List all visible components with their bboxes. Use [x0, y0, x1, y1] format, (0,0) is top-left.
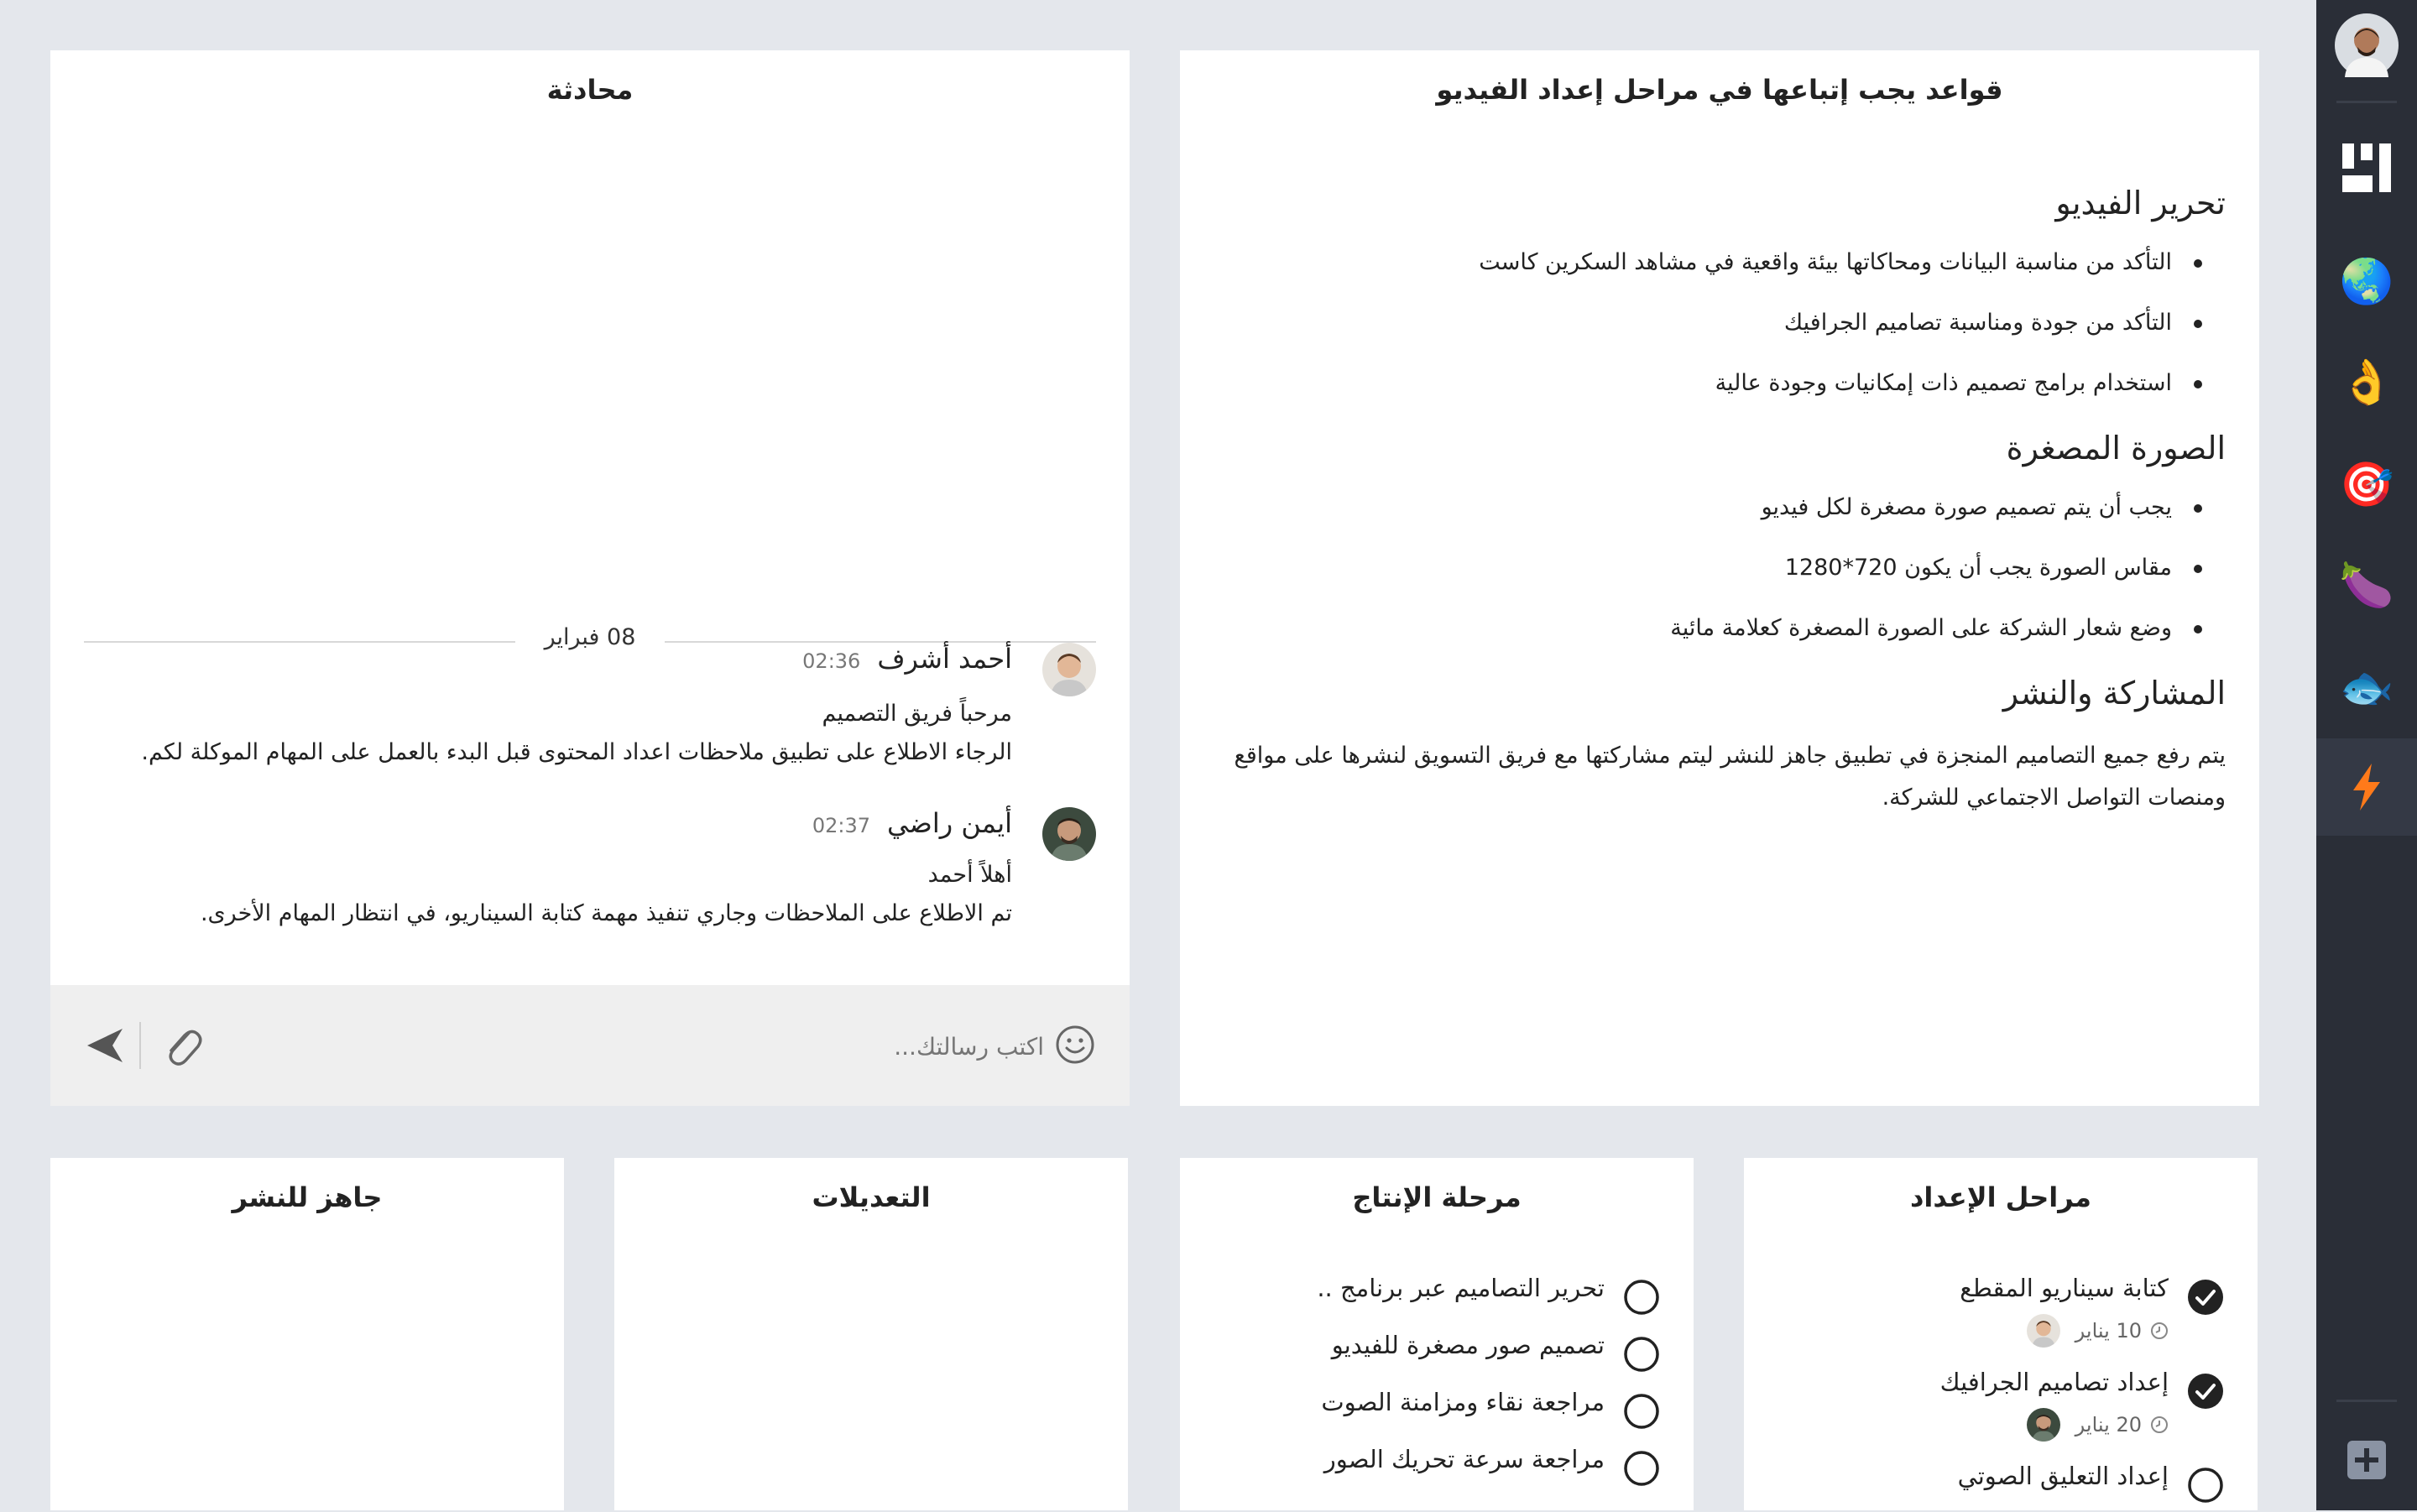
message-body: أهلاً أحمد تم الاطلاع على الملاحظات وجاري تنفيذ مهمة كتابة السيناريو، في انتظار المهام الأخرى. [200, 862, 1012, 926]
list-item: التأكد من جودة ومناسبة تصاميم الجرافيك [1214, 305, 2172, 341]
column-setup [1744, 1158, 2258, 1510]
avatar[interactable] [2027, 1314, 2060, 1348]
sidebar-divider [2336, 1400, 2397, 1402]
emoji-icon[interactable] [1054, 1024, 1096, 1066]
rules-content [1214, 185, 2226, 819]
task-label: كتابة سيناريو المقطع [1960, 1274, 2169, 1302]
chat-title: محادثة [546, 74, 634, 106]
section-heading-thumbnail: الصورة المصغرة [2006, 430, 2226, 467]
check-empty-icon[interactable] [2187, 1467, 2224, 1504]
column-title: مراحل الإعداد [1910, 1181, 2091, 1213]
ok-hand-icon[interactable]: 👌 [2339, 357, 2394, 408]
paperclip-icon[interactable] [161, 1022, 205, 1069]
chat-panel [50, 50, 1130, 1106]
avatar[interactable] [1042, 643, 1096, 696]
column-title: جاهز للنشر [232, 1181, 383, 1213]
message-time: 02:36 [802, 649, 861, 673]
send-icon[interactable] [84, 1025, 126, 1066]
check-empty-icon[interactable] [1623, 1279, 1660, 1316]
column-ready [50, 1158, 564, 1510]
check-empty-icon[interactable] [1623, 1393, 1660, 1430]
sender-name[interactable]: أحمد أشرف [877, 643, 1012, 675]
list-item: استخدام برامج تصميم ذات إمكانيات وجودة عالية [1214, 366, 2172, 401]
task-label: مراجعة نقاء ومزامنة الصوت [1321, 1388, 1605, 1416]
task-item[interactable] [1778, 1462, 2224, 1512]
globe-icon[interactable]: 🌏 [2339, 257, 2394, 307]
composer-divider [139, 1022, 141, 1069]
task-meta [2027, 1408, 2169, 1442]
task-label: تحرير التصاميم عبر برنامج .. [1317, 1274, 1605, 1302]
task-label: إعداد تصاميم الجرافيك [1939, 1368, 2169, 1396]
column-edits [614, 1158, 1128, 1510]
plus-icon [2347, 1441, 2386, 1479]
column-production [1180, 1158, 1694, 1510]
sender-name[interactable]: أيمن راضي [886, 807, 1012, 839]
add-app-button[interactable] [2316, 1411, 2417, 1509]
thumbnail-list [1214, 490, 2226, 646]
task-item[interactable] [1778, 1368, 2224, 1460]
check-done-icon[interactable] [2187, 1373, 2224, 1410]
bolt-icon[interactable] [2316, 738, 2417, 836]
app-logo-icon[interactable] [2316, 119, 2417, 216]
message-composer [50, 985, 1130, 1106]
date-label: 08 فبراير [544, 624, 636, 650]
message-input[interactable] [455, 1019, 1046, 1074]
task-item[interactable] [1778, 1274, 2224, 1366]
list-item: التأكد من مناسبة البيانات ومحاكاتها بيئة واقعية في مشاهد السكرين كاست [1214, 245, 2172, 280]
app-sidebar [2316, 0, 2417, 1510]
target-icon[interactable]: 🎯 [2339, 460, 2394, 510]
rules-title: قواعد يجب إتباعها في مراحل إعداد الفيديو [1436, 74, 2003, 106]
task-meta [2027, 1314, 2169, 1348]
task-date: 10 يناير [2075, 1319, 2142, 1343]
task-item[interactable] [1214, 1274, 1660, 1324]
sidebar-divider [2336, 101, 2397, 103]
list-item: يجب أن يتم تصميم صورة مصغرة لكل فيديو [1214, 490, 2172, 525]
user-avatar[interactable] [2335, 13, 2399, 77]
task-item[interactable] [1214, 1331, 1660, 1381]
column-title: مرحلة الإنتاج [1352, 1181, 1522, 1213]
message-time: 02:37 [812, 814, 870, 837]
task-label: تصميم صور مصغرة للفيديو [1331, 1331, 1605, 1359]
task-item[interactable] [1214, 1445, 1660, 1495]
list-item: وضع شعار الشركة على الصورة المصغرة كعلامة مائية [1214, 611, 2172, 646]
video-editing-list [1214, 245, 2226, 401]
task-label: مراجعة سرعة تحريك الصور [1323, 1445, 1605, 1473]
check-empty-icon[interactable] [1623, 1336, 1660, 1373]
list-item: مقاس الصورة يجب أن يكون 720*1280 [1214, 550, 2172, 586]
clock-icon [2150, 1322, 2169, 1340]
eggplant-icon[interactable]: 🍆 [2339, 560, 2394, 611]
section-heading-publishing: المشاركة والنشر [2002, 675, 2226, 712]
column-title: التعديلات [812, 1181, 931, 1213]
fish-icon[interactable]: 🐟 [2339, 663, 2394, 713]
publishing-text: يتم رفع جميع التصاميم المنجزة في تطبيق جاهز للنشر ليتم مشاركتها مع فريق التسويق لنشرها على مواقع ومنصات التواصل الاجتماعي للشركة. [1234, 743, 2226, 811]
task-label: إعداد التعليق الصوتي [1957, 1462, 2169, 1490]
check-empty-icon[interactable] [1623, 1450, 1660, 1487]
task-item[interactable] [1214, 1388, 1660, 1438]
section-heading-video-editing: تحرير الفيديو [2055, 185, 2226, 222]
clock-icon [2150, 1416, 2169, 1434]
avatar[interactable] [2027, 1408, 2060, 1442]
task-date: 20 يناير [2075, 1413, 2142, 1436]
check-done-icon[interactable] [2187, 1279, 2224, 1316]
avatar[interactable] [1042, 807, 1096, 861]
message-body: مرحباً فريق التصميم الرجاء الاطلاع على تطبيق ملاحظات اعداد المحتوى قبل البدء بالعمل على المهام الموكلة لكم. [141, 701, 1012, 765]
rules-panel [1180, 50, 2259, 1106]
